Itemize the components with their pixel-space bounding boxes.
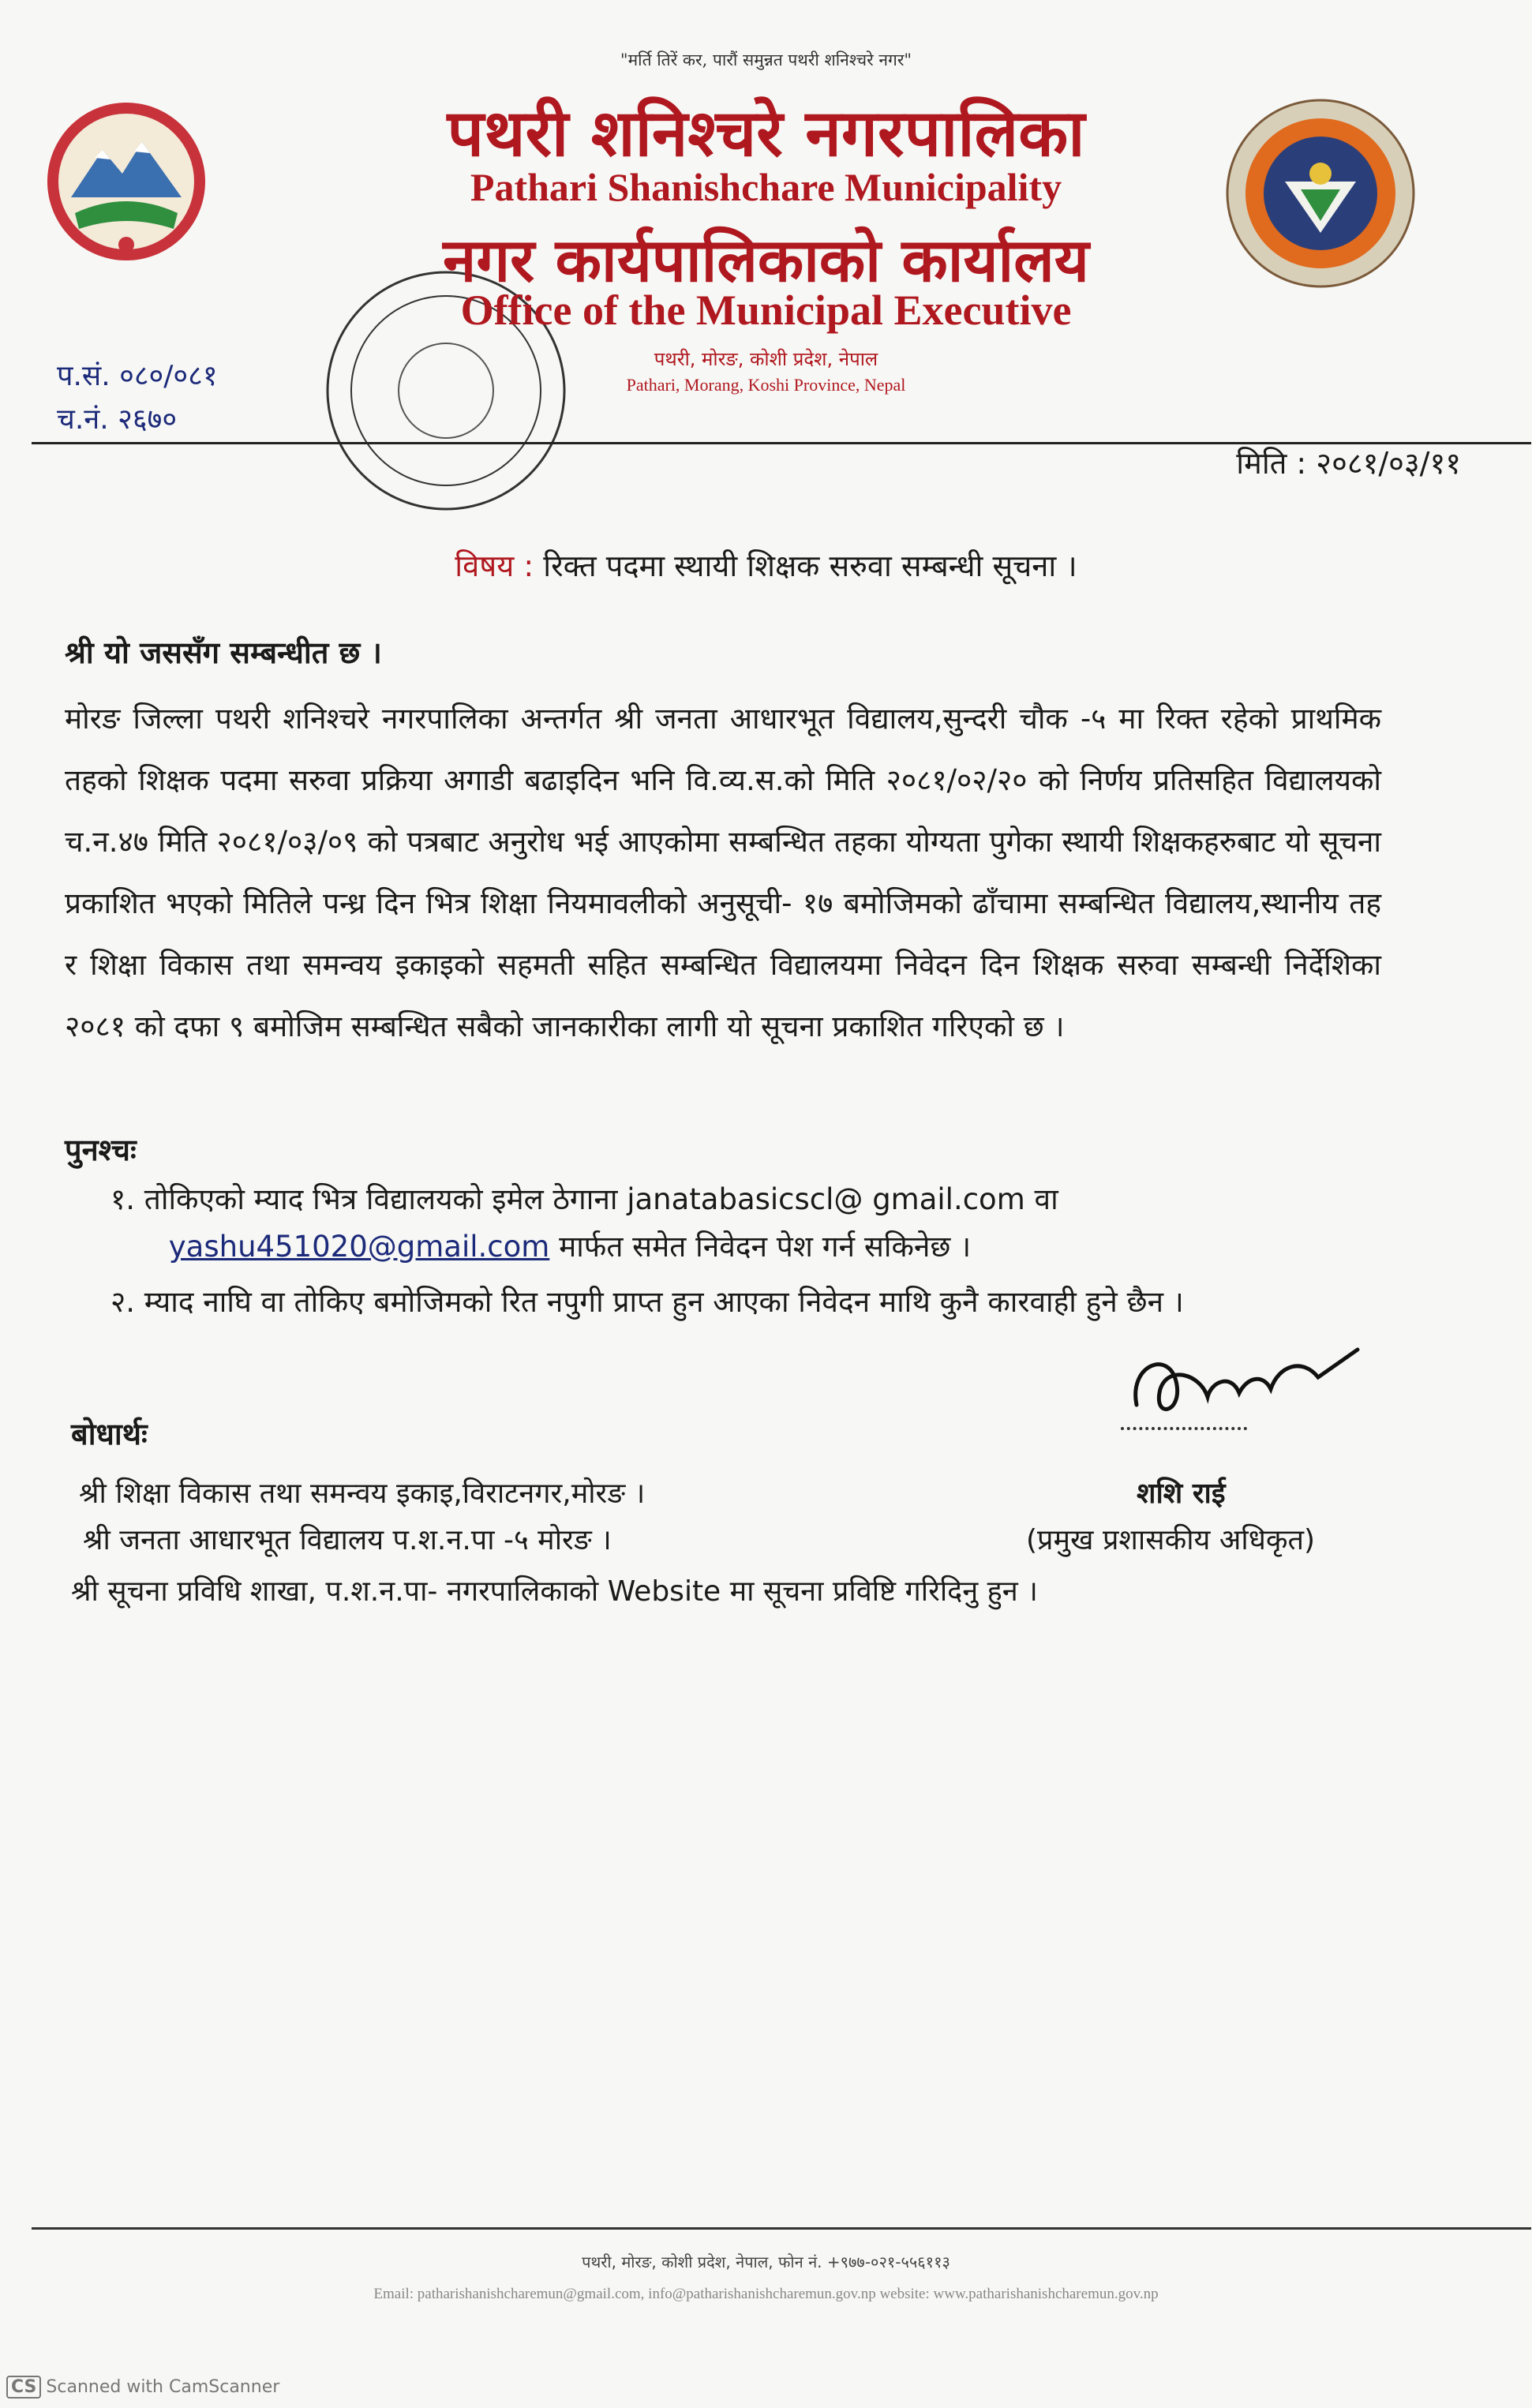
scanner-text: Scanned with CamScanner [46,2377,280,2397]
subject-text: रिक्त पदमा स्थायी शिक्षक सरुवा सम्बन्धी सूचना । [543,549,1077,583]
postscript-label: पुनश्चः [65,1133,137,1167]
office-title-en: Office of the Municipal Executive [460,286,1072,334]
postscript-item-2 [110,1279,1294,1326]
footer-rule [32,2227,1531,2230]
cc-item: श्री शिक्षा विकास तथा समन्वय इकाइ,विराटनगर,मोरङ । [79,1477,646,1510]
item-number: १. [110,1182,136,1216]
motto: "मर्ति तिरें कर, पारौं समुन्नत पथरी शनिश्चरे नगर" [620,51,912,69]
footer-contact: Email: patharishanishcharemun@gmail.com, info@patharishanishcharemun.gov.np website: www.patharishanishcharemun.gov.np [373,2286,1159,2302]
notice-body: मोरङ जिल्ला पथरी शनिश्चरे नगरपालिका अन्तर्गत श्री जनता आधारभूत विद्यालय,सुन्दरी चौक -५ मा रिक्त रहेको प्राथमिक तहको शिक्षक पदमा सरुवा प्रक्रिया अगाडी बढाइदिन भनि वि.व्य.स.को मिति २०८१/०२/२० को निर्णय प्रतिसहित विद्यालयको च.न.४७ मिति २०८१/०३/०९ को पत्रबाट अनुरोध भई आएकोमा सम्बन्धित तहका योग्यता पुगेका स्थायी शिक्षकहरुबाट यो सूचना प्रकाशित भएको मितिले पन्ध्र दिन भित्र शिक्षा नियमावलीको अनुसूची- १७ बमोजिमको ढाँचामा सम्बन्धित विद्यालय,स्थानीय तह र शिक्षा विकास तथा समन्वय इकाइको सहमती सहित सम्बन्धित विद्यालयमा निवेदन दिन शिक्षक सरुवा सम्बन्धी निर्देशिका २०८१ को दफा ९ बमोजिम सम्बन्धित सबैको जानकारीका लागी यो सूचना प्रकाशित गरिएको छ । [65,702,1381,1043]
email-link[interactable]: yashu451020@gmail.com [168,1230,550,1264]
letter-date: मिति : २०८१/०३/११ [1236,446,1461,481]
reference-ps: प.सं. ०८०/०८१ [57,360,218,392]
postscript-item-1 [110,1176,1294,1271]
address-np: पथरी, मोरङ, कोशी प्रदेश, नेपाल [654,348,878,370]
item-text: म्याद नाघि वा तोकिए बमोजिमको रित नपुगी प्राप्त हुन आएका निवेदन माथि कुनै कारवाही हुने छैन । [144,1285,1184,1319]
camscanner-icon: CS [6,2376,41,2399]
scanner-watermark [6,2376,279,2399]
signatory-name: शशि राई [1137,1477,1226,1510]
salutation: श्री यो जससँग सम्बन्धीत छ । [65,635,382,670]
signature-line [1121,1427,1247,1430]
reference-cn: च.नं. २६७० [57,403,178,436]
address-en: Pathari, Morang, Koshi Province, Nepal [626,375,906,395]
signatory-title: (प्रमुख प्रशासकीय अधिकृत) [1026,1524,1316,1556]
footer-address: पथरी, मोरङ, कोशी प्रदेश, नेपाल, फोन नं. +९७७-०२१-५५६११३ [582,2253,950,2271]
signature-scribble [1121,1334,1373,1436]
cc-item: श्री सूचना प्रविधि शाखा, प.श.न.पा- नगरपालिकाको Website मा सूचना प्रविष्टि गरिदिनु हुन । [71,1575,1038,1608]
municipality-title-en: Pathari Shanishchare Municipality [470,165,1062,209]
cc-item: श्री जनता आधारभूत विद्यालय प.श.न.पा -५ मोरङ । [83,1524,612,1556]
item-text: मार्फत समेत निवेदन पेश गर्न सकिनेछ । [559,1230,972,1264]
office-title-np: नगर कार्यपालिकाको कार्यालय [443,225,1089,295]
subject-line [0,545,1532,586]
item-number: २. [110,1285,136,1319]
municipality-title-np: पथरी शनिश्चरे नगरपालिका [447,96,1085,171]
item-text: तोकिएको म्याद भित्र विद्यालयको इमेल ठेगाना janatabasicscl@ gmail.com वा [144,1182,1058,1216]
subject-label: विषय : [455,549,534,583]
bodhartha-label: बोधार्थः [71,1417,148,1451]
